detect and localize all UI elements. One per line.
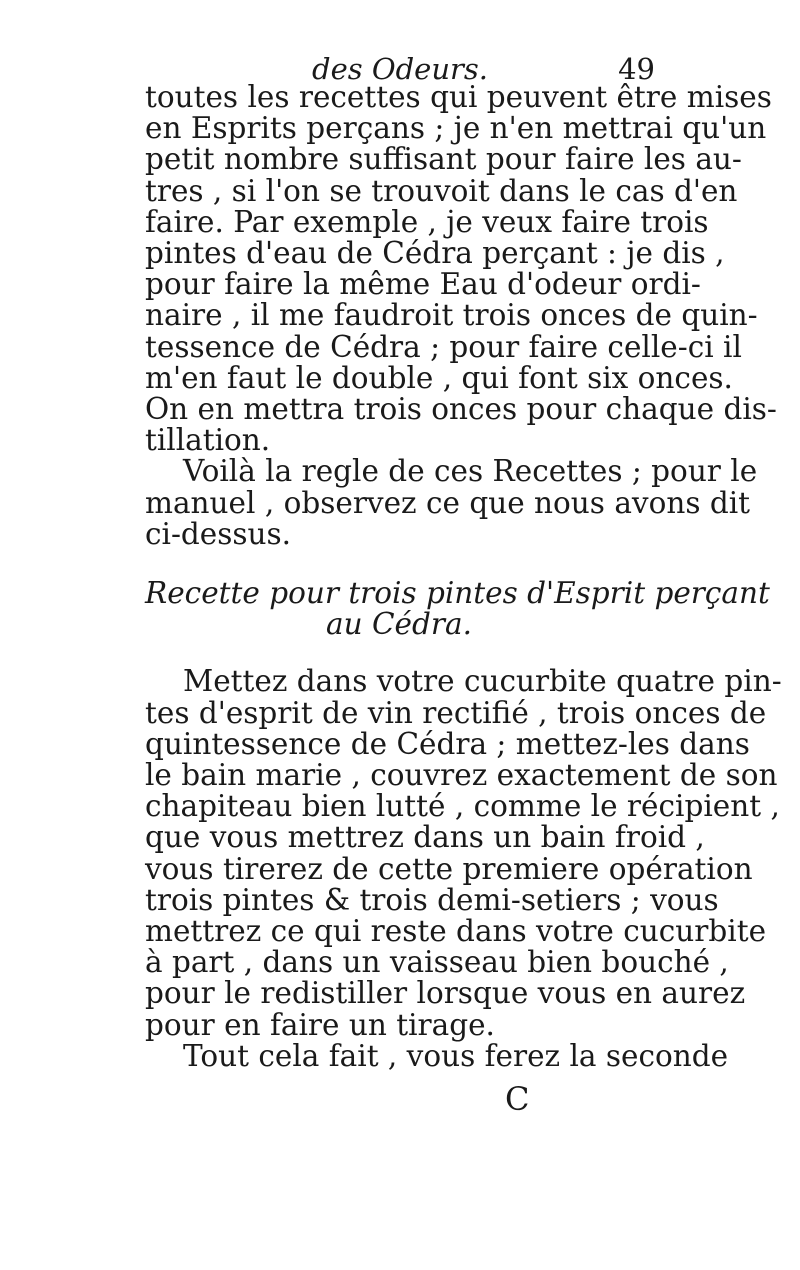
text-line: pour le redistiller lorsque vous en aurez	[145, 976, 746, 1011]
paragraph-1	[145, 80, 777, 458]
text-line: pour en faire un tirage.	[145, 1007, 495, 1042]
section-title-line: Recette pour trois pintes d'Esprit perçant	[145, 576, 770, 611]
text-line: m'en faut le double , qui font six onces.	[145, 360, 733, 395]
text-line: que vous mettrez dans un bain froid ,	[145, 820, 705, 855]
paragraph-2	[145, 454, 758, 551]
text-line: petit nombre suffisant pour faire les au-	[145, 142, 742, 177]
text-line: manuel , observez ce que nous avons dit	[145, 485, 751, 520]
text-line: tessence de Cédra ; pour faire celle-ci il	[145, 329, 742, 364]
text-line: tes d'esprit de vin rectifié , trois onces de	[145, 695, 767, 730]
text-line: tillation.	[145, 423, 271, 458]
page-body	[145, 80, 782, 1073]
text-line: le bain marie , couvrez exactement de son	[145, 758, 778, 793]
text-line: tres , si l'on se trouvoit dans le cas d'en	[145, 173, 738, 208]
text-line: mettrez ce qui reste dans votre cucurbite	[145, 914, 767, 949]
page-number: 49	[618, 52, 655, 86]
text-line: On en mettra trois onces pour chaque dis-	[145, 392, 777, 427]
signature-mark: C	[505, 1080, 530, 1118]
text-line: en Esprits perçans ; je n'en mettrai qu'un	[145, 111, 767, 146]
text-line: Mettez dans votre cucurbite quatre pin-	[183, 664, 782, 699]
text-line: Tout cela fait , vous ferez la seconde	[183, 1038, 729, 1073]
text-line: quintessence de Cédra ; mettez-les dans	[145, 726, 750, 761]
text-line: pintes d'eau de Cédra perçant : je dis ,	[145, 236, 725, 271]
text-line: faire. Par exemple , je veux faire trois	[145, 204, 709, 239]
paragraph-3	[145, 664, 782, 1042]
section-title-line: au Cédra.	[326, 607, 472, 642]
text-line: à part , dans un vaisseau bien bouché ,	[145, 945, 729, 980]
text-line: naire , il me faudroit trois onces de quin-	[145, 298, 758, 333]
running-title: des Odeurs.	[312, 52, 488, 86]
text-line: vous tirerez de cette premiere opération	[145, 851, 753, 886]
text-line: trois pintes & trois demi-setiers ; vous	[145, 882, 719, 917]
section-title	[145, 576, 770, 642]
paragraph-4	[145, 1038, 729, 1073]
text-line: ci-dessus.	[145, 516, 292, 551]
text-line: Voilà la regle de ces Recettes ; pour le	[183, 454, 758, 489]
text-line: pour faire la même Eau d'odeur ordi-	[145, 267, 701, 302]
text-line: chapiteau bien lutté , comme le récipient ,	[145, 789, 780, 824]
text-line: toutes les recettes qui peuvent être mises	[145, 80, 772, 114]
